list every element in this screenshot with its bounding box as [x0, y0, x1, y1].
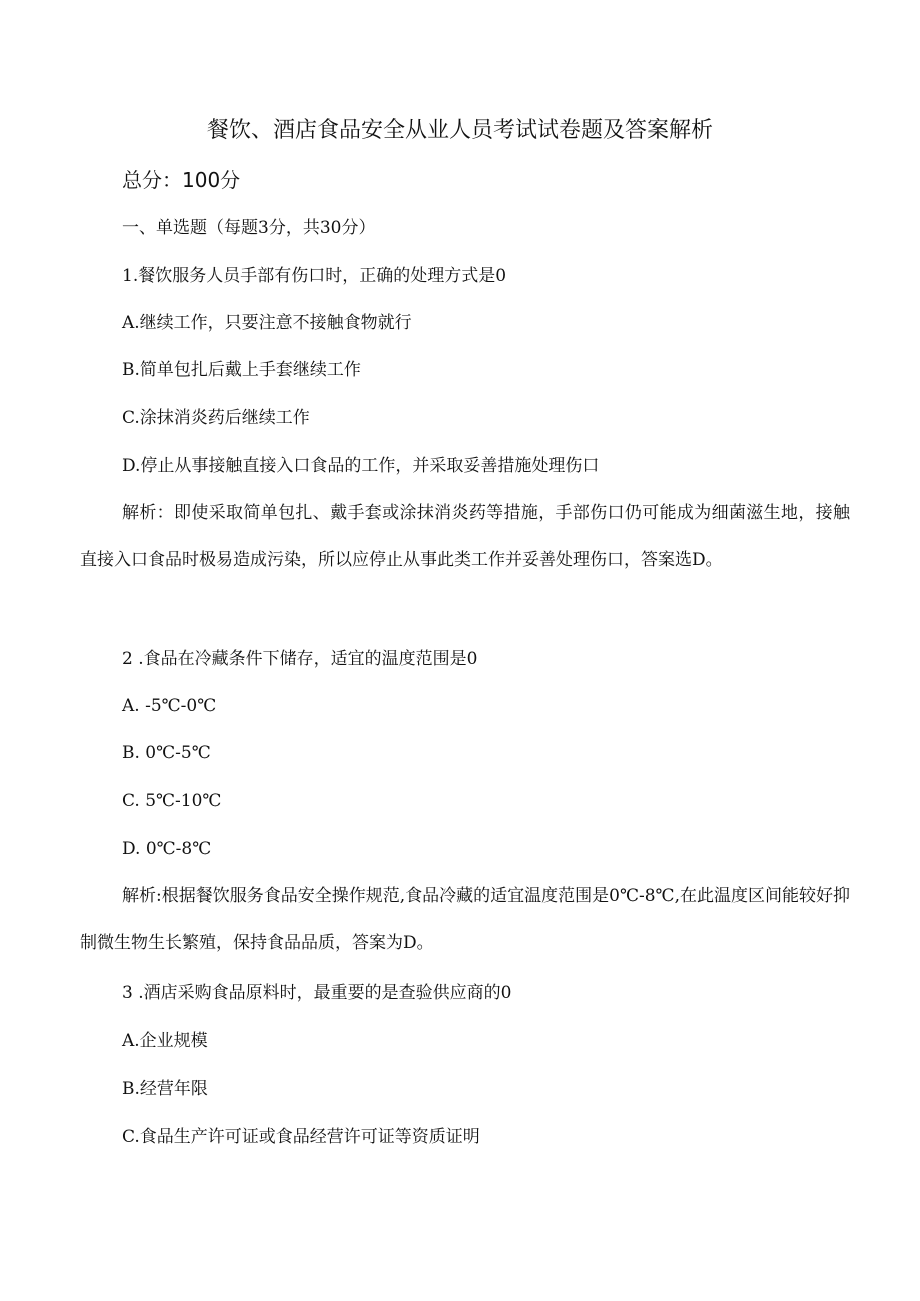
question-3-option-b: B.经营年限	[122, 1079, 208, 1099]
question-2-analysis: 解析:根据餐饮服务食品安全操作规范,食品冷藏的适宜温度范围是0℃-8℃,在此温度区间能较好抑制微生物生长繁殖，保持食品品质，答案为D。	[80, 886, 850, 953]
section-heading: 一、单选题（每题3分，共30分）	[122, 218, 376, 238]
question-1-option-d: D.停止从事接触直接入口食品的工作，并采取妥善措施处理伤口	[122, 456, 600, 476]
question-3-option-a: A.企业规模	[122, 1031, 208, 1051]
question-2-stem: 2 .食品在冷藏条件下储存，适宜的温度范围是0	[122, 649, 478, 669]
question-2-option-a: A. -5℃-0℃	[122, 696, 217, 716]
question-1-option-a: A.继续工作，只要注意不接触食物就行	[122, 313, 412, 333]
question-3-stem: 3 .酒店采购食品原料时，最重要的是查验供应商的0	[122, 983, 512, 1003]
question-1-analysis: 解析：即使采取简单包扎、戴手套或涂抹消炎药等措施，手部伤口仍可能成为细菌滋生地，接触直接入口食品时极易造成污染，所以应停止从事此类工作并妥善处理伤口，答案选D。	[80, 503, 850, 570]
document-title: 餐饮、酒店食品安全从业人员考试试卷题及答案解析	[206, 118, 713, 143]
question-1-option-b: B.简单包扎后戴上手套继续工作	[122, 360, 361, 380]
total-score: 总分：100分	[122, 168, 241, 192]
question-2-option-c: C. 5℃-10℃	[122, 791, 222, 811]
question-2-option-d: D. 0℃-8℃	[122, 839, 212, 859]
question-1-option-c: C.涂抹消炎药后继续工作	[122, 408, 310, 428]
question-2-option-b: B. 0℃-5℃	[122, 743, 211, 763]
question-1-stem: 1.餐饮服务人员手部有伤口时，正确的处理方式是0	[122, 266, 507, 286]
question-3-option-c: C.食品生产许可证或食品经营许可证等资质证明	[122, 1127, 480, 1147]
